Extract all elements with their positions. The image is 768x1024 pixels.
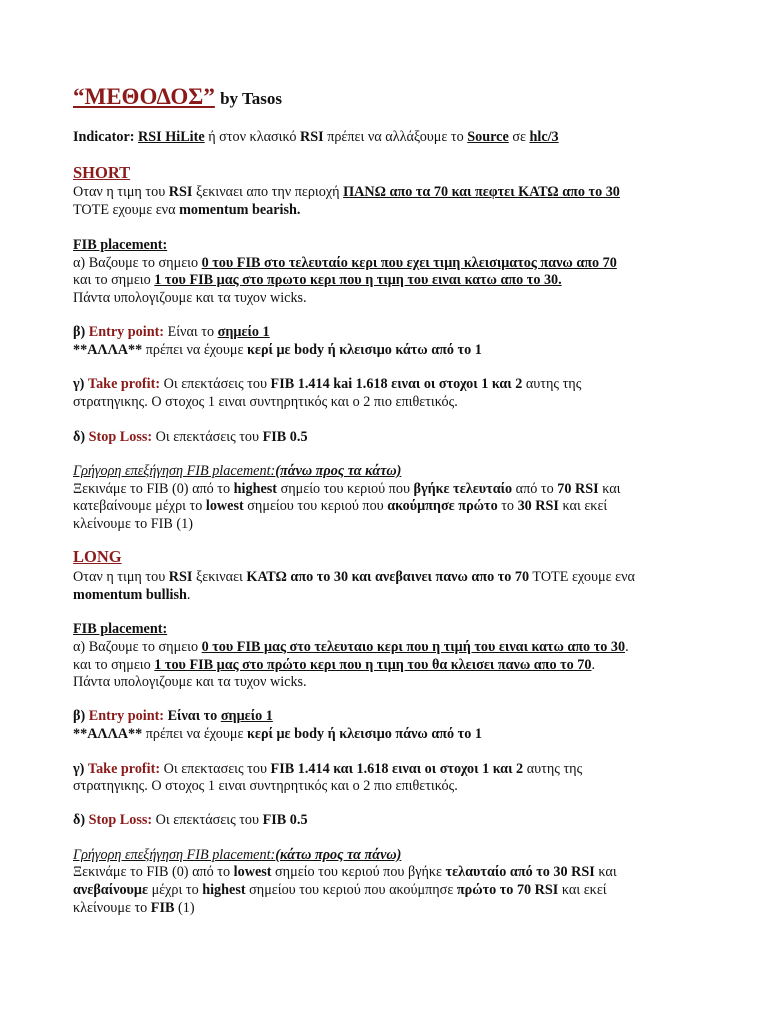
- text: το: [501, 498, 515, 514]
- text: Γρήγορη επεξήγηση FIB placement:: [73, 463, 276, 479]
- text: και εκεί: [562, 498, 608, 514]
- long-line-2: [73, 586, 190, 604]
- text: κλείνουμε το FIB (1): [73, 516, 193, 532]
- text: κατεβαίνουμε μέχρι το: [73, 498, 203, 514]
- text: momentum bearish.: [179, 202, 301, 218]
- text: 1 του FIB μας στο πρωτο κερι που η τιμη του ειναι κατω απο το 30.: [154, 272, 562, 288]
- text: .: [625, 639, 629, 655]
- text: FIB placement:: [73, 237, 168, 253]
- text: FIB placement:: [73, 621, 168, 637]
- long-fib-line-3: [73, 673, 307, 691]
- indicator-line: [73, 128, 559, 146]
- text: γ): [73, 376, 85, 392]
- long-entry: [73, 707, 273, 725]
- text: κερί με body ή κλεισιμο κάτω από το 1: [247, 342, 482, 358]
- long-fib-line-2: [73, 656, 595, 674]
- text: RSI: [168, 569, 193, 585]
- text: Είναι το: [167, 708, 218, 724]
- text: αυτης της: [526, 761, 583, 777]
- long-take-profit-2: [73, 777, 458, 795]
- text: και το σημειο: [73, 657, 151, 673]
- short-fib-heading: [73, 236, 167, 254]
- text: Πάντα υπολογιζουμε και τα τυχον wicks.: [73, 674, 307, 690]
- short-entry: [73, 323, 270, 341]
- text: highest: [202, 882, 246, 898]
- indicator-hlc: hlc/3: [529, 129, 559, 145]
- short-line-2: [73, 201, 300, 219]
- text: Stop Loss:: [88, 812, 153, 828]
- text: ΚΑΤΩ απο το 30 και ανεβαινει πανω απο το 70: [246, 569, 530, 585]
- text: α) Βαζουμε το σημειο: [73, 639, 199, 655]
- text: (πάνω προς τα κάτω): [275, 463, 402, 479]
- text: δ): [73, 429, 86, 445]
- text: βγήκε τελευταίο: [413, 481, 513, 497]
- long-quick-1: [73, 863, 617, 881]
- text: στρατηγικης. Ο στοχος 1 ειναι συντηρητικός και ο 2 πιο επιθετικός.: [73, 394, 458, 410]
- text: κερί με body ή κλεισιμο πάνω από το 1: [247, 726, 482, 742]
- text: FIB 0.5: [262, 812, 308, 828]
- text: μέχρι το: [151, 882, 199, 898]
- text: σημείο 1: [217, 324, 270, 340]
- text: .: [591, 657, 596, 673]
- long-fib-heading: [73, 620, 167, 638]
- short-quick-1: [73, 480, 621, 498]
- short-quick-2: [73, 497, 607, 515]
- text: Entry point:: [88, 708, 165, 724]
- text: Stop Loss:: [88, 429, 153, 445]
- title-main: “ΜΕΘΟΔΟΣ”: [73, 84, 215, 109]
- text: πρώτο το 70 RSI: [456, 882, 559, 898]
- text: κλείνουμε το: [73, 900, 148, 916]
- text: Οι επεκτασεις του: [163, 761, 267, 777]
- short-fib-line-2: [73, 271, 562, 289]
- text: **ΑΛΛΑ**: [73, 342, 143, 358]
- long-stop-loss: [73, 811, 308, 829]
- text: 70 RSI: [557, 481, 599, 497]
- short-heading: [73, 164, 130, 183]
- text: Οι επεκτάσεις του: [163, 376, 267, 392]
- short-take-profit: [73, 375, 581, 393]
- short-alla: [73, 341, 482, 359]
- short-heading-text: SHORT: [73, 163, 131, 182]
- text: FIB: [150, 900, 175, 916]
- title-author: by Tasos: [220, 89, 283, 108]
- long-quick-3: [73, 899, 195, 917]
- text: και: [598, 864, 617, 880]
- long-fib-line-1: [73, 638, 629, 656]
- indicator-rsi: RSI: [299, 129, 324, 145]
- text: FIB 1.414 και 1.618 ειναι οι στοχοι 1 και 2: [270, 761, 524, 777]
- long-alla: [73, 725, 482, 743]
- text: ξεκιναει: [195, 569, 243, 585]
- text: lowest: [233, 864, 272, 880]
- text: πρέπει να έχουμε: [145, 342, 244, 358]
- short-line-1: [73, 183, 620, 201]
- text: Είναι το: [167, 324, 215, 340]
- text: **ΑΛΛΑ**: [73, 726, 143, 742]
- text: αυτης της: [525, 376, 582, 392]
- text: από το: [515, 481, 554, 497]
- text: σημείου του κεριού που ακούμπησε: [249, 882, 454, 898]
- text: σημείο του κεριού που βγήκε: [275, 864, 442, 880]
- text: Entry point:: [88, 324, 165, 340]
- text: γ): [73, 761, 85, 777]
- indicator-source: Source: [467, 129, 509, 145]
- text: Οι επεκτάσεις του: [155, 812, 260, 828]
- text: και εκεί: [561, 882, 607, 898]
- text: FIB 1.414 kai 1.618 ειναι οι στοχοι 1 και 2: [270, 376, 523, 392]
- text: τελαυταίο από το 30 RSI: [445, 864, 595, 880]
- text: Οταν η τιμη του: [73, 184, 166, 200]
- indicator-text1: ή στον κλασικό: [208, 129, 297, 145]
- text: και: [602, 481, 621, 497]
- text: Ξεκινάμε το FIB (0) από το: [73, 864, 231, 880]
- text: Οταν η τιμη του: [73, 569, 166, 585]
- text: 0 του FIB στο τελευταίο κερι που εχει τιμη κλεισιματος πανω απο 70: [201, 255, 617, 271]
- text: RSI: [168, 184, 193, 200]
- text: πρέπει να έχουμε: [145, 726, 244, 742]
- short-take-profit-2: [73, 393, 458, 411]
- text: σημείο του κεριού που: [280, 481, 410, 497]
- long-line-1: [73, 568, 635, 586]
- text: ξεκιναει απο την περιοχή: [195, 184, 340, 200]
- text: Γρήγορη επεξήγηση FIB placement:: [73, 847, 276, 863]
- text: 0 του FIB μας στο τελευταιο κερι που η τιμή του ειναι κατω απο το 30: [201, 639, 626, 655]
- text: σημείου του κεριού που: [247, 498, 384, 514]
- short-quick-3: [73, 515, 193, 533]
- text: ΠΑΝΩ απο τα 70 και πεφτει ΚΑΤΩ απο το 30: [343, 184, 620, 200]
- text: ΤΟΤΕ εχουμε ενα: [73, 202, 176, 218]
- text: (1): [178, 900, 195, 916]
- document-title: [73, 84, 283, 109]
- text: και το σημειο: [73, 272, 151, 288]
- indicator-label: Indicator:: [73, 129, 135, 145]
- short-fib-line-1: [73, 254, 617, 272]
- text: 1 του FIB μας στο πρώτο κερι που η τιμη του θα κλεισει πανω απο το 70: [154, 657, 592, 673]
- indicator-rsi-hilite: RSI HiLite: [138, 129, 205, 145]
- short-stop-loss: [73, 428, 308, 446]
- text: ΤΟΤΕ εχουμε ενα: [532, 569, 635, 585]
- text: β): [73, 708, 86, 724]
- text: Take profit:: [87, 376, 161, 392]
- indicator-text2: πρέπει να αλλάξουμε το: [327, 129, 464, 145]
- long-heading: [73, 548, 122, 567]
- long-take-profit: [73, 760, 582, 778]
- short-quick-heading: [73, 462, 401, 480]
- long-quick-heading: [73, 846, 401, 864]
- text: Ξεκινάμε το FIB (0) από το: [73, 481, 231, 497]
- text: ακούμπησε πρώτο: [387, 498, 498, 514]
- text: Πάντα υπολογιζουμε και τα τυχον wicks.: [73, 290, 307, 306]
- text: ανεβαίνουμε: [73, 882, 149, 898]
- short-fib-line-3: [73, 289, 307, 307]
- text: Take profit:: [87, 761, 161, 777]
- text: lowest: [205, 498, 244, 514]
- long-heading-text: LONG: [73, 547, 122, 566]
- text: (κάτω προς τα πάνω): [275, 847, 402, 863]
- text: 30 RSI: [517, 498, 559, 514]
- text: momentum bullish: [73, 587, 187, 603]
- text: δ): [73, 812, 86, 828]
- text: β): [73, 324, 86, 340]
- text: .: [186, 587, 191, 603]
- text: FIB 0.5: [262, 429, 308, 445]
- indicator-text3: σε: [512, 129, 526, 145]
- long-quick-2: [73, 881, 607, 899]
- text: Οι επεκτάσεις του: [155, 429, 260, 445]
- text: σημείο 1: [220, 708, 273, 724]
- text: στρατηγικης. Ο στοχος 1 ειναι συντηρητικός και ο 2 πιο επιθετικός.: [73, 778, 458, 794]
- text: highest: [233, 481, 278, 497]
- text: α) Βαζουμε το σημειο: [73, 255, 199, 271]
